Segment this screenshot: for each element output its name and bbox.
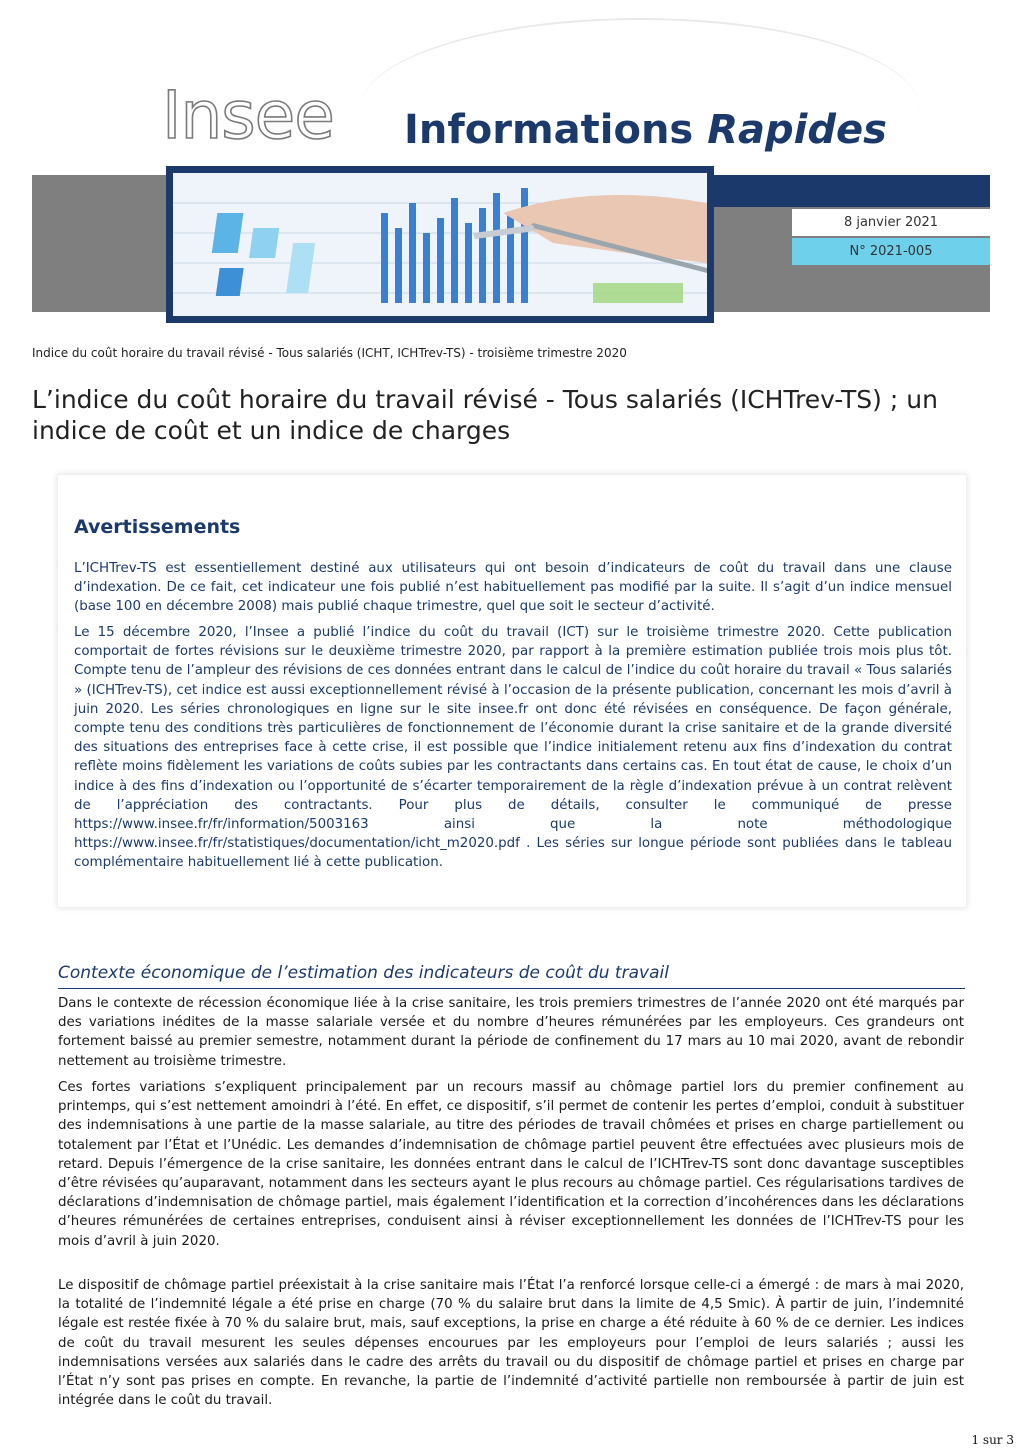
- header-photo: [166, 166, 714, 323]
- publication-title-italic: Rapides: [707, 107, 887, 153]
- page-title: L’indice du coût horaire du travail révisé - Tous salariés (ICHTrev-TS) ; un indice de coût et un indice de charges: [32, 385, 938, 445]
- context-paragraph: Dans le contexte de récession économique liée à la crise sanitaire, les trois premiers trimestres de l’année 2020 ont été marqués par des variations inédites de la masse salariale versée et du nombre d’heures rémunérées par les employeurs. Ces grandeurs ont fortement baissé au premier semestre, notamment durant la période de confinement du 17 mars au 10 mai 2020, avant de rebondir nettement au troisième trimestre.: [58, 996, 964, 1069]
- header-blue-band: [712, 175, 990, 207]
- publication-title: [404, 104, 887, 156]
- insee-logo: Insee: [162, 77, 334, 154]
- warnings-title: Avertissements: [74, 516, 241, 538]
- context-paragraph: Ces fortes variations s’expliquent principalement par un recours massif au chômage partiel lors du premier confinement au printemps, qui s’est nettement amoindri à l’été. En effet, ce dispositif, s’il permet de contenir les pertes d’emploi, conduit à substituer des indemnisations à une partie de la masse salariale, au titre des périodes de travail chômées et prises en charge partiellement ou totalement par l’État et l’Unédic. Les demandes d’indemnisation de chômage partiel peuvent être effectuées avec plusieurs mois de retard. Depuis l’émergence de la crise sanitaire, les données entrant dans le calcul de l’ICHTrev-TS sont donc davantage susceptibles d’être révisées qu’auparavant, notamment dans les secteurs ayant le plus recours au chômage partiel. Ces régularisations tardives de déclarations d’indemnisation de chômage partiel, mais également l’identification et la correction d’incohérences dans les déclarations d’heures rémunérées de certaines entreprises, conduisent ainsi à réviser exceptionnellement les données de l’ICHTrev-TS pour les mois d’avril à juin 2020.: [58, 1080, 964, 1249]
- context-paragraph: Le dispositif de chômage partiel préexistait à la crise sanitaire mais l’État l’a renforcé lorsque celle-ci a émergé : de mars à mai 2020, la totalité de l’indemnité légale a été prise en charge (70 % du salaire brut dans la limite de 4,5 Smic). À partir de juin, l’indemnité légale est restée fixée à 70 % du salaire brut, mais, sauf exceptions, la prise en charge a été réduite à 60 % de ce dernier. Les indices de coût du travail mesurent les seules dépenses encourues par les employeurs pour l’emploi de leurs salariés ; aussi les indemnisations versées aux salariés dans le cadre des arrêts du travail ou du dispositif de chômage partiel et prises en charge par l’État n’y sont pas prises en compte. En revanche, la partie de l’indemnité d’activité partielle non remboursée à partir de juin est intégrée dans le coût du travail.: [58, 1278, 964, 1409]
- publication-title-main: Informations: [404, 107, 694, 153]
- warnings-paragraph: Le 15 décembre 2020, l’Insee a publié l’indice du coût du travail (ICT) sur le troisième trimestre 2020. Cette publication comportait de fortes révisions sur le deuxième trimestre 2020, par rapport à la première estimation publiée trois mois plus tôt. Compte tenu de l’ampleur des révisions de ces données entrant dans le calcul de l’indice du coût horaire du travail « Tous salariés » (ICHTrev-TS), cet indice est aussi exceptionnellement révisé à l’occasion de la présente publication, concernant les mois d’avril à juin 2020. Les séries chronologiques en ligne sur le site insee.fr ont donc été révisées en conséquence. De façon générale, compte tenu des conditions très particulières de fonctionnement de l’économie durant la crise sanitaire et de la grande diversité des situations des entreprises face à cette crise, il est possible que l’indice initialement retenu aux fins d’indexation du contrat reflète moins fidèlement les variations de coûts subies par les contractants dans certains cas. En tout état de cause, le choix d’un indice à des fins d’indexation ou l’opportunité de s’écarter temporairement de la règle d’indexation prévue à un contrat relèvent de l’appréciation des contractants. Pour plus de détails, consulter le communiqué de presse https://www.insee.fr/fr/information/5003163 ainsi que la note méthodologique https://www.insee.fr/fr/statistiques/documentation/icht_m2020.pdf . Les séries sur longue période sont publiées dans le tableau complémentaire habituellement lié à cette publication.: [74, 625, 952, 871]
- publication-number: N° 2021-005: [792, 238, 990, 265]
- breadcrumb: Indice du coût horaire du travail révisé - Tous salariés (ICHT, ICHTrev-TS) - troisième trimestre 2020: [32, 346, 627, 360]
- page-number: 1 sur 3: [971, 1433, 1014, 1447]
- warnings-paragraph: L’ICHTrev-TS est essentiellement destiné aux utilisateurs qui ont besoin d’indicateurs de coût du travail dans une clause d’indexation. De ce fait, cet indicateur une fois publié n’est habituellement pas modifié par la suite. Il s’agit d’un indice mensuel (base 100 en décembre 2008) mais publié chaque trimestre, quel que soit le secteur d’activité.: [74, 561, 952, 615]
- publication-date: 8 janvier 2021: [792, 209, 990, 236]
- chart-illustration-icon: [173, 173, 707, 316]
- context-section-title: Contexte économique de l’estimation des indicateurs de coût du travail: [58, 963, 669, 983]
- chart-photo-illustration: [173, 173, 707, 316]
- section-divider: [58, 988, 965, 989]
